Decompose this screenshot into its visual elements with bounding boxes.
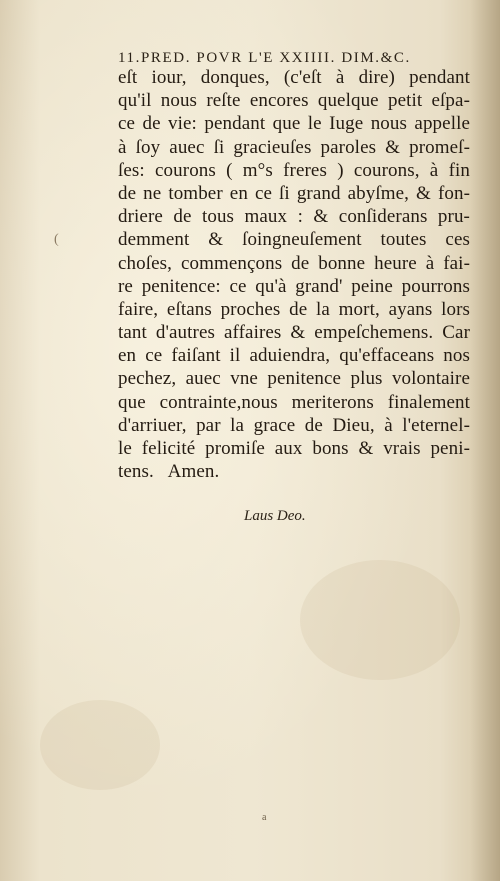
running-head: 11.PRED. POVR L'E XXIIII. DIM.&C.: [118, 50, 411, 66]
text-line: faire, eſtans proches de la mort, ayans lors: [118, 298, 470, 320]
text-line: choſes, commençons de bonne heure à fai-: [118, 252, 470, 274]
paper-stain: [40, 700, 160, 790]
text-line: ſes: courons ( m°s freres ) courons, à fin: [118, 159, 470, 181]
text-line: re penitence: ce qu'à grand' peine pourrons: [118, 275, 470, 297]
paper-stain: [300, 560, 460, 680]
text-line: d'arriuer, par la grace de Dieu, à l'eternel-: [118, 414, 470, 436]
body-text: [118, 66, 470, 483]
text-line: que contrainte,nous meriterons finalement: [118, 391, 470, 413]
gutter-shadow: [470, 0, 500, 881]
text-line: eſt iour, donques, (c'eſt à dire) pendant: [118, 67, 470, 88]
closing-line: Laus Deo.: [244, 508, 306, 524]
text-line: driere de tous maux : & conſiderans pru-: [118, 206, 470, 228]
text-line: le felicité promiſe aux bons & vrais peni-: [118, 438, 470, 459]
text-line: pechez, auec vne penitence plus volontaire: [118, 368, 470, 390]
text-line: de ne tomber en ce ſi grand abyſme, & fon-: [118, 182, 470, 204]
text-line: en ce faiſant il aduiendra, qu'effaceans nos: [118, 345, 470, 367]
text-line: tens. Amen.: [118, 461, 220, 483]
text-line: ce de vie: pendant que le Iuge nous appelle: [118, 113, 470, 135]
text-line: tant d'autres affaires & empeſchemens. Car: [118, 322, 470, 344]
text-line: demment & ſoingneuſement toutes ces: [118, 229, 470, 251]
signature-mark: a: [262, 812, 267, 823]
text-line: à ſoy auec ſi gracieuſes paroles & promeſ-: [118, 136, 470, 158]
text-line: qu'il nous reſte encores quelque petit eſpa-: [118, 90, 470, 112]
margin-mark: (: [54, 232, 59, 247]
